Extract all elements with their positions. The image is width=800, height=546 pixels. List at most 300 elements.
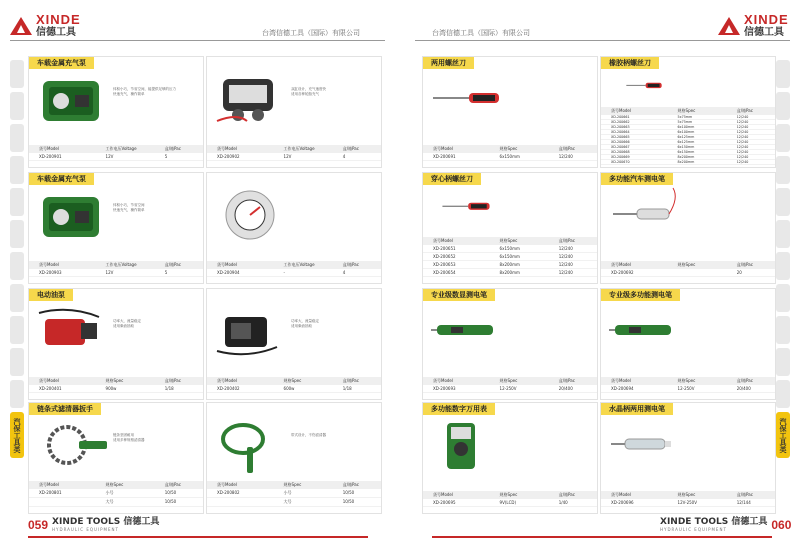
spec-header-cell: 盒/箱Pac bbox=[164, 262, 181, 267]
spec-cell: 6x100mm bbox=[677, 125, 695, 129]
spec-cell: XD-200665 bbox=[611, 135, 630, 139]
side-tab[interactable] bbox=[10, 60, 24, 88]
spec-header-cell: 货号Model bbox=[611, 378, 632, 383]
product-card bbox=[206, 56, 382, 168]
spec-cell: 10/50 bbox=[164, 490, 177, 495]
side-tab-active[interactable]: 汽保工具类 bbox=[10, 412, 24, 458]
spec-cell: 12/240 bbox=[736, 150, 749, 154]
spec-header-cell: 规格Spec bbox=[283, 482, 302, 487]
spec-header-cell: 规格Spec bbox=[283, 378, 302, 383]
spec-cell: XD-200801 bbox=[39, 490, 62, 495]
footer-sub: HYDRAULIC EQUIPMENT bbox=[660, 527, 727, 532]
spec-cell: 12/240 bbox=[558, 254, 573, 259]
spec-table bbox=[207, 377, 381, 393]
brand-logo bbox=[10, 13, 81, 38]
spec-header-cell: 盒/箱Pac bbox=[736, 378, 753, 383]
spec-row bbox=[207, 489, 381, 498]
spec-header-cell: 盒/箱Pac bbox=[558, 238, 575, 243]
spec-row bbox=[423, 499, 597, 507]
spec-header bbox=[601, 261, 775, 269]
side-tab[interactable] bbox=[776, 348, 790, 376]
side-tab[interactable] bbox=[776, 156, 790, 184]
spec-table bbox=[423, 377, 597, 393]
product-card bbox=[422, 172, 598, 284]
side-tab[interactable] bbox=[776, 124, 790, 152]
side-tab[interactable] bbox=[10, 92, 24, 120]
spec-cell: 5x75mm bbox=[677, 120, 693, 124]
side-tab[interactable] bbox=[776, 60, 790, 88]
spec-header-cell: 工作电压Voltage bbox=[283, 146, 315, 151]
spec-header-cell: 规格Spec bbox=[677, 108, 696, 113]
spec-row bbox=[29, 269, 203, 277]
product-title: 多功能汽车测电笔 bbox=[601, 173, 673, 185]
side-tab[interactable] bbox=[776, 220, 790, 248]
logo-en: XINDE bbox=[36, 12, 81, 27]
logo-mark-icon bbox=[718, 17, 740, 35]
spec-header bbox=[601, 377, 775, 385]
product-card bbox=[28, 56, 204, 168]
footer bbox=[660, 518, 791, 532]
spec-cell: XD-200669 bbox=[611, 155, 630, 159]
spec-header-cell: 盒/箱Pac bbox=[164, 378, 181, 383]
product-title: 车载金属充气泵 bbox=[29, 57, 94, 69]
spec-header-cell: 盒/箱Pac bbox=[342, 146, 359, 151]
product-image bbox=[213, 303, 287, 359]
spec-cell: 12/240 bbox=[736, 115, 749, 119]
spec-row bbox=[207, 498, 381, 507]
bullet-line: 功率大，流量稳定 bbox=[113, 319, 141, 323]
product-card bbox=[28, 172, 204, 284]
bullet-line: 适用各种轮胎充气 bbox=[291, 92, 319, 96]
spec-table bbox=[29, 481, 203, 507]
side-tab[interactable] bbox=[10, 156, 24, 184]
spec-cell: 12/240 bbox=[558, 246, 573, 251]
spec-cell: 12/144 bbox=[736, 500, 751, 505]
spec-cell: 12V bbox=[105, 270, 114, 275]
side-tabs bbox=[776, 60, 790, 458]
product-title: 专业级多功能测电笔 bbox=[601, 289, 680, 301]
spec-header bbox=[207, 377, 381, 385]
spec-row bbox=[29, 489, 203, 498]
product-title: 电动油泵 bbox=[29, 289, 73, 301]
spec-row bbox=[207, 269, 381, 277]
product-title: 链条式滤清器扳手 bbox=[29, 403, 101, 415]
spec-header-cell: 规格Spec bbox=[499, 238, 518, 243]
spec-row bbox=[423, 269, 597, 277]
product-card bbox=[600, 56, 776, 168]
product-card bbox=[206, 172, 382, 284]
spec-row bbox=[423, 245, 597, 253]
spec-cell: XD-200692 bbox=[611, 270, 634, 275]
spec-cell: 12/240 bbox=[558, 270, 573, 275]
spec-header bbox=[207, 481, 381, 489]
spec-cell: XD-200668 bbox=[611, 150, 630, 154]
spec-cell: 600w bbox=[283, 386, 295, 391]
bullet-line: 体积小巧，节省空间 bbox=[113, 203, 145, 207]
bullet-line: 适用柴油抽取 bbox=[113, 324, 134, 328]
spec-header-cell: 货号Model bbox=[433, 492, 454, 497]
spec-header-cell: 盒/箱Pac bbox=[558, 146, 575, 151]
footer-brand: XINDE TOOLS 信德工具 bbox=[52, 517, 160, 527]
spec-header-cell: 规格Spec bbox=[105, 482, 124, 487]
product-card bbox=[600, 172, 776, 284]
spec-cell: 10/50 bbox=[342, 490, 355, 495]
product-title: 多功能数字万用表 bbox=[423, 403, 495, 415]
spec-cell: XD-200670 bbox=[611, 160, 630, 164]
spec-cell: 5 bbox=[164, 154, 168, 159]
spec-cell: 6x125mm bbox=[677, 135, 695, 139]
spec-header-cell: 盒/箱Pac bbox=[558, 378, 575, 383]
spec-header-cell: 货号Model bbox=[433, 238, 454, 243]
spec-cell: 12/240 bbox=[736, 135, 749, 139]
product-card bbox=[600, 402, 776, 514]
spec-cell: XD-200694 bbox=[611, 386, 634, 391]
spec-header-cell: 货号Model bbox=[217, 482, 238, 487]
spec-header-cell: 货号Model bbox=[39, 262, 60, 267]
brand-logo bbox=[718, 13, 789, 38]
product-card bbox=[28, 402, 204, 514]
spec-header bbox=[29, 145, 203, 153]
spec-header-cell: 规格Spec bbox=[499, 378, 518, 383]
side-tab[interactable] bbox=[776, 252, 790, 280]
spec-header bbox=[423, 491, 597, 499]
product-bullets bbox=[113, 319, 201, 329]
spec-cell: 20/400 bbox=[736, 386, 751, 391]
spec-row bbox=[29, 153, 203, 161]
spec-header bbox=[423, 237, 597, 245]
spec-cell: XD-200661 bbox=[611, 115, 630, 119]
product-image bbox=[213, 187, 287, 243]
product-image bbox=[607, 187, 681, 243]
company-name: 台湾信德工具（国际）有限公司 bbox=[262, 29, 360, 37]
spec-cell: 12V-250V bbox=[677, 500, 697, 505]
spec-header-cell: 盒/箱Pac bbox=[164, 146, 181, 151]
spec-cell: 6x150mm bbox=[499, 254, 520, 259]
spec-row bbox=[601, 160, 775, 165]
spec-header-cell: 货号Model bbox=[433, 146, 454, 151]
spec-table bbox=[601, 491, 775, 507]
spec-header-cell: 盒/箱Pac bbox=[736, 108, 753, 113]
spec-cell: 小号 bbox=[283, 490, 292, 495]
spec-header bbox=[29, 481, 203, 489]
spec-cell: 10/50 bbox=[342, 499, 355, 504]
product-card bbox=[206, 402, 382, 514]
bullet-line: 快速充气，操作简单 bbox=[113, 92, 145, 96]
spec-cell: XD-200802 bbox=[217, 490, 240, 495]
spec-cell: XD-200651 bbox=[433, 246, 456, 251]
spec-cell: XD-200695 bbox=[433, 500, 456, 505]
spec-cell: 12/240 bbox=[736, 155, 749, 159]
spec-cell: 8x200mm bbox=[677, 160, 695, 164]
product-bullets bbox=[291, 433, 379, 438]
spec-cell: XD-200654 bbox=[433, 270, 456, 275]
spec-header-cell: 盒/箱Pac bbox=[342, 262, 359, 267]
spec-cell: XD-200903 bbox=[39, 270, 62, 275]
spec-header-cell: 规格Spec bbox=[677, 492, 696, 497]
product-image bbox=[607, 71, 681, 101]
bullet-line: 功率大，流量稳定 bbox=[291, 319, 319, 323]
spec-cell: 8x200mm bbox=[677, 155, 695, 159]
spec-cell: 4 bbox=[342, 270, 346, 275]
spec-header-cell: 盒/箱Pac bbox=[736, 492, 753, 497]
spec-cell: 12/240 bbox=[736, 130, 749, 134]
product-card bbox=[422, 56, 598, 168]
spec-cell: 12/240 bbox=[558, 262, 573, 267]
spec-cell: 20 bbox=[736, 270, 742, 275]
spec-cell: XD-200663 bbox=[611, 125, 630, 129]
spec-header-cell: 货号Model bbox=[39, 378, 60, 383]
spec-cell: 12V bbox=[283, 154, 292, 159]
spec-header-cell: 规格Spec bbox=[677, 262, 696, 267]
page-number: 059 bbox=[28, 518, 49, 532]
spec-header-cell: 工作电压Voltage bbox=[105, 262, 137, 267]
spec-cell: 8x200mm bbox=[499, 270, 520, 275]
product-title: 专业级数显测电笔 bbox=[423, 289, 495, 301]
product-bullets bbox=[113, 433, 201, 443]
side-tab[interactable] bbox=[10, 220, 24, 248]
spec-table bbox=[207, 145, 381, 161]
logo-cn: 信德工具 bbox=[36, 27, 76, 38]
spec-row bbox=[29, 385, 203, 393]
spec-cell: 12/240 bbox=[736, 125, 749, 129]
spec-cell: XD-200901 bbox=[39, 154, 62, 159]
spec-header bbox=[207, 261, 381, 269]
product-title: 车载金属充气泵 bbox=[29, 173, 94, 185]
side-tab[interactable] bbox=[10, 188, 24, 216]
side-tab[interactable] bbox=[10, 380, 24, 408]
spec-cell: 6x150mm bbox=[677, 145, 695, 149]
bullet-line: 链条坚固耐用 bbox=[113, 433, 134, 437]
spec-header bbox=[601, 107, 775, 115]
bullet-line: 双缸设计，充气速度快 bbox=[291, 87, 326, 91]
side-tab-active[interactable]: 汽保工具类 bbox=[776, 412, 790, 458]
spec-cell: 12/240 bbox=[558, 154, 573, 159]
product-card bbox=[28, 288, 204, 400]
spec-cell: 12/240 bbox=[736, 120, 749, 124]
logo-mark-icon bbox=[10, 17, 32, 35]
spec-header-cell: 盒/箱Pac bbox=[736, 262, 753, 267]
spec-header bbox=[29, 261, 203, 269]
side-tab[interactable] bbox=[10, 252, 24, 280]
product-image bbox=[35, 417, 109, 473]
bullet-line: 快速充气，操作简单 bbox=[113, 208, 145, 212]
side-tab[interactable] bbox=[10, 348, 24, 376]
spec-header-cell: 盒/箱Pac bbox=[164, 482, 181, 487]
spec-header-cell: 货号Model bbox=[39, 146, 60, 151]
spec-header bbox=[423, 377, 597, 385]
spec-cell: 6x150mm bbox=[677, 150, 695, 154]
spec-cell: 1/18 bbox=[342, 386, 352, 391]
spec-cell: XD-200664 bbox=[611, 130, 630, 134]
spec-cell: 12/240 bbox=[736, 160, 749, 164]
product-card bbox=[206, 288, 382, 400]
spec-cell: 5 bbox=[164, 270, 168, 275]
spec-cell: 1/40 bbox=[558, 500, 568, 505]
product-image bbox=[607, 303, 681, 359]
spec-header-cell: 规格Spec bbox=[677, 378, 696, 383]
footer-brand: XINDE TOOLS 信德工具 bbox=[660, 517, 768, 527]
spec-cell: 12/240 bbox=[736, 140, 749, 144]
side-tab[interactable] bbox=[10, 284, 24, 312]
product-bullets bbox=[291, 319, 379, 329]
product-image bbox=[429, 71, 503, 127]
spec-header bbox=[601, 491, 775, 499]
spec-cell: 6x150mm bbox=[499, 246, 520, 251]
spec-cell: 6x125mm bbox=[677, 140, 695, 144]
spec-cell: XD-200652 bbox=[433, 254, 456, 259]
spec-table bbox=[423, 237, 597, 277]
spec-cell: 8x200mm bbox=[499, 262, 520, 267]
header-divider bbox=[415, 40, 790, 41]
product-title: 穿心柄螺丝刀 bbox=[423, 173, 481, 185]
product-image bbox=[429, 187, 503, 227]
side-tab[interactable] bbox=[776, 188, 790, 216]
spec-table bbox=[207, 481, 381, 507]
spec-row bbox=[207, 153, 381, 161]
spec-cell: XD-200653 bbox=[433, 262, 456, 267]
side-tab[interactable] bbox=[776, 92, 790, 120]
spec-cell: XD-200696 bbox=[611, 500, 634, 505]
spec-header-cell: 规格Spec bbox=[499, 492, 518, 497]
side-tab[interactable] bbox=[10, 124, 24, 152]
company-name: 台湾信德工具（国际）有限公司 bbox=[432, 29, 530, 37]
side-tab[interactable] bbox=[10, 316, 24, 344]
product-bullets bbox=[291, 87, 379, 97]
spec-cell: 20/400 bbox=[558, 386, 573, 391]
spec-row bbox=[423, 385, 597, 393]
spec-cell: XD-200402 bbox=[217, 386, 240, 391]
spec-header-cell: 工作电压Voltage bbox=[105, 146, 137, 151]
side-tab[interactable] bbox=[776, 284, 790, 312]
spec-cell: 12-250V bbox=[677, 386, 695, 391]
spec-cell: - bbox=[283, 270, 285, 275]
spec-row bbox=[423, 261, 597, 269]
product-title: 水晶柄两用测电笔 bbox=[601, 403, 673, 415]
logo-cn: 信德工具 bbox=[744, 27, 784, 38]
footer-sub: HYDRAULIC EQUIPMENT bbox=[52, 527, 119, 532]
spec-row bbox=[29, 498, 203, 507]
spec-header-cell: 规格Spec bbox=[105, 378, 124, 383]
spec-row bbox=[207, 385, 381, 393]
product-card bbox=[422, 288, 598, 400]
spec-table bbox=[423, 491, 597, 507]
spec-row bbox=[601, 269, 775, 277]
spec-header-cell: 货号Model bbox=[39, 482, 60, 487]
spec-row bbox=[423, 153, 597, 161]
spec-table bbox=[29, 377, 203, 393]
spec-cell: XD-200904 bbox=[217, 270, 240, 275]
spec-cell: 大号 bbox=[283, 499, 292, 504]
side-tab[interactable] bbox=[776, 316, 790, 344]
product-bullets bbox=[113, 203, 201, 213]
spec-header bbox=[423, 145, 597, 153]
spec-cell: 1/18 bbox=[164, 386, 174, 391]
spec-header-cell: 规格Spec bbox=[499, 146, 518, 151]
spec-header bbox=[207, 145, 381, 153]
bullet-line: 适用多种规格滤清器 bbox=[113, 438, 145, 442]
product-title: 两用螺丝刀 bbox=[423, 57, 474, 69]
product-title: 橡胶柄螺丝刀 bbox=[601, 57, 659, 69]
bullet-line: 适用柴油抽取 bbox=[291, 324, 312, 328]
spec-header-cell: 盒/箱Pac bbox=[342, 482, 359, 487]
spec-cell: 5x75mm bbox=[677, 115, 693, 119]
spec-header-cell: 工作电压Voltage bbox=[283, 262, 315, 267]
spec-cell: XD-200662 bbox=[611, 120, 630, 124]
side-tab[interactable] bbox=[776, 380, 790, 408]
product-card bbox=[422, 402, 598, 514]
spec-row bbox=[601, 499, 775, 507]
spec-row bbox=[601, 385, 775, 393]
spec-cell bbox=[29, 499, 106, 505]
spec-cell: 10/50 bbox=[164, 499, 177, 504]
product-image bbox=[35, 187, 109, 243]
logo-en: XINDE bbox=[744, 12, 789, 27]
spec-cell: 12-250V bbox=[499, 386, 517, 391]
product-image bbox=[429, 303, 503, 359]
product-image bbox=[429, 417, 503, 473]
spec-table bbox=[423, 145, 597, 161]
footer bbox=[28, 518, 159, 532]
product-bullets bbox=[113, 87, 201, 97]
product-image bbox=[213, 417, 287, 473]
spec-cell: 9V(LCD) bbox=[499, 500, 517, 505]
spec-header bbox=[29, 377, 203, 385]
product-image bbox=[35, 71, 109, 127]
spec-cell: 大号 bbox=[105, 499, 114, 504]
spec-table bbox=[29, 261, 203, 277]
spec-cell: XD-200902 bbox=[217, 154, 240, 159]
spec-table bbox=[207, 261, 381, 277]
product-card bbox=[600, 288, 776, 400]
spec-cell: 12V bbox=[105, 154, 114, 159]
spec-cell bbox=[678, 270, 737, 275]
spec-table bbox=[29, 145, 203, 161]
product-image bbox=[213, 71, 287, 127]
spec-header-cell: 货号Model bbox=[217, 378, 238, 383]
header-divider bbox=[10, 40, 385, 41]
spec-cell: XD-200691 bbox=[433, 154, 456, 159]
spec-cell: 4 bbox=[342, 154, 346, 159]
bullet-line: 带式设计，不伤滤清器 bbox=[291, 433, 326, 437]
spec-header-cell: 盒/箱Pac bbox=[342, 378, 359, 383]
spec-table bbox=[601, 377, 775, 393]
spec-cell: XD-200401 bbox=[39, 386, 62, 391]
page-number: 060 bbox=[771, 518, 792, 532]
spec-cell bbox=[207, 499, 284, 505]
footer-line bbox=[28, 536, 368, 538]
product-image bbox=[607, 417, 681, 473]
spec-row bbox=[423, 253, 597, 261]
spec-cell: XD-200666 bbox=[611, 140, 630, 144]
side-tabs bbox=[10, 60, 24, 458]
spec-cell: 12/240 bbox=[736, 145, 749, 149]
spec-cell: 6x100mm bbox=[677, 130, 695, 134]
spec-cell: 小号 bbox=[105, 490, 114, 495]
spec-cell: 900w bbox=[105, 386, 117, 391]
bullet-line: 体积小巧，节省空间，能提供足够的压力 bbox=[113, 87, 176, 91]
spec-header-cell: 货号Model bbox=[611, 492, 632, 497]
spec-cell: XD-200667 bbox=[611, 145, 630, 149]
spec-table bbox=[601, 261, 775, 277]
spec-table bbox=[601, 107, 775, 165]
spec-header-cell: 货号Model bbox=[611, 262, 632, 267]
spec-cell: XD-200693 bbox=[433, 386, 456, 391]
spec-header-cell: 货号Model bbox=[217, 262, 238, 267]
spec-cell: 6x150mm bbox=[499, 154, 520, 159]
spec-header-cell: 货号Model bbox=[611, 108, 632, 113]
spec-header-cell: 盒/箱Pac bbox=[558, 492, 575, 497]
footer-line bbox=[432, 536, 772, 538]
